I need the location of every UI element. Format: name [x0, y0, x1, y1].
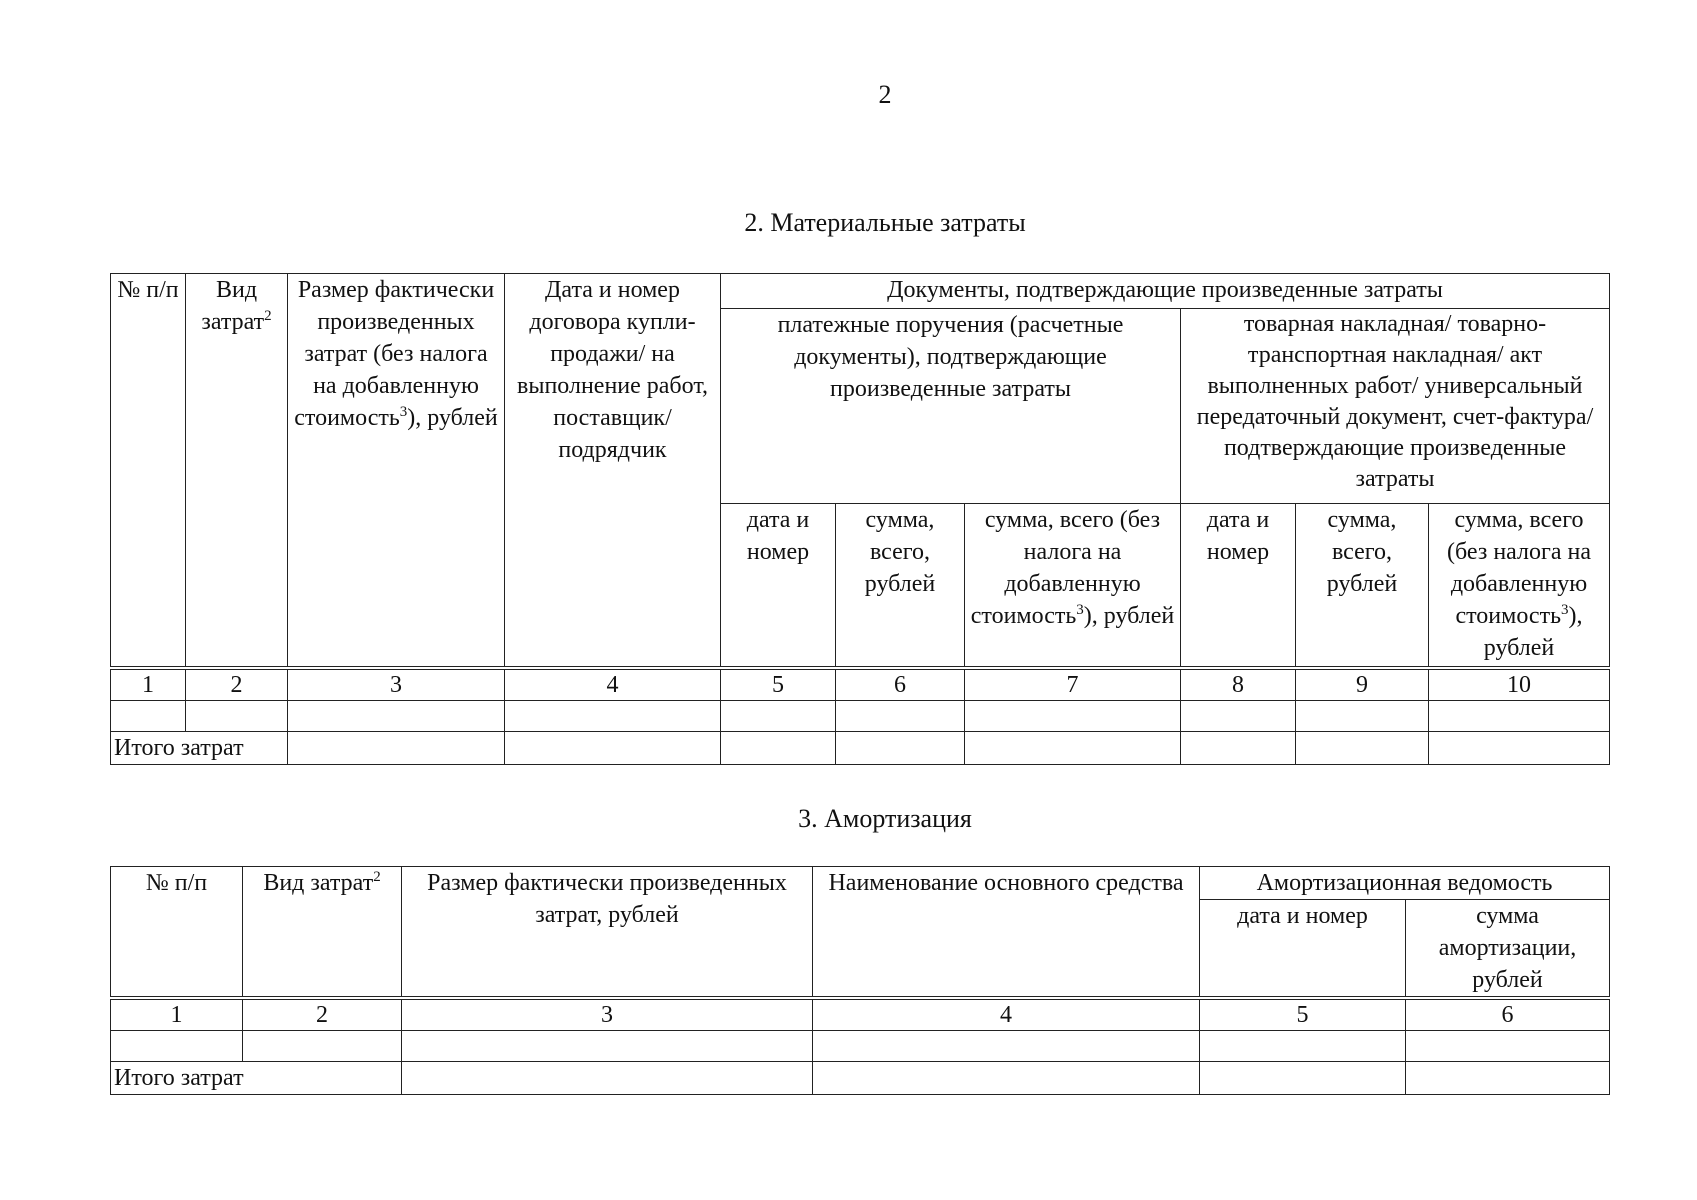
- column-number: 2: [186, 668, 288, 701]
- empty-cell[interactable]: [1429, 701, 1610, 732]
- empty-cell[interactable]: [111, 701, 186, 732]
- header-actual-amount-tail: ), рублей: [407, 405, 498, 431]
- footnote-ref: 2: [373, 869, 381, 885]
- empty-cell[interactable]: [1181, 701, 1296, 732]
- header-amortization-sum: сумма амортизации, рублей: [1406, 900, 1610, 999]
- empty-cell[interactable]: [186, 701, 288, 732]
- header-supporting-docs: Документы, подтверждающие произведенные затраты: [721, 274, 1610, 309]
- header-sheet-date-number: дата и номер: [1200, 900, 1406, 999]
- empty-cell[interactable]: [1200, 1031, 1406, 1062]
- empty-cell[interactable]: [1406, 1031, 1610, 1062]
- column-number: 4: [813, 998, 1200, 1031]
- empty-cell[interactable]: [721, 701, 836, 732]
- header-invoices: товарная накладная/ товарно-транспортная накладная/ акт выполненных работ/ универсальный передаточный документ, счет-фактура/ подтверждающие произведенные затраты: [1181, 308, 1610, 504]
- header-cost-type: [243, 867, 402, 999]
- empty-cell[interactable]: [505, 732, 721, 765]
- empty-cell[interactable]: [288, 701, 505, 732]
- header-payment-sum-novat-label: сумма, всего (без налога на добавленную стоимость: [970, 507, 1161, 629]
- header-fixed-asset: Наименование основного средства: [813, 867, 1200, 999]
- header-payment-sum-total: сумма, всего, рублей: [836, 504, 965, 669]
- empty-cell[interactable]: [1429, 732, 1610, 765]
- column-number-row: [111, 998, 1610, 1031]
- column-number: 3: [402, 998, 813, 1031]
- amortization-title: 3. Амортизация: [798, 804, 972, 833]
- empty-cell[interactable]: [836, 701, 965, 732]
- empty-cell[interactable]: [1296, 732, 1429, 765]
- empty-cell[interactable]: [111, 1031, 243, 1062]
- header-payment-date-number: дата и номер: [721, 504, 836, 669]
- material-costs-table: [110, 273, 1610, 765]
- header-invoice-sum-novat: [1429, 504, 1610, 669]
- header-payment-sum-novat: [965, 504, 1181, 669]
- empty-cell[interactable]: [243, 1031, 402, 1062]
- empty-cell[interactable]: [402, 1062, 813, 1095]
- footnote-ref: 2: [264, 308, 272, 324]
- column-number: 4: [505, 668, 721, 701]
- column-number: 7: [965, 668, 1181, 701]
- header-invoice-sum-total: сумма, всего, рублей: [1296, 504, 1429, 669]
- total-label: Итого затрат: [111, 1062, 402, 1095]
- empty-cell[interactable]: [813, 1031, 1200, 1062]
- page-number: 2: [878, 80, 892, 109]
- header-num: № п/п: [111, 274, 186, 669]
- header-amortization-sheet: Амортизационная ведомость: [1200, 867, 1610, 900]
- total-row: [111, 1062, 1610, 1095]
- header-contract: Дата и номер договора купли-продажи/ на выполнение работ, поставщик/ подрядчик: [505, 274, 721, 669]
- header-cost-type-label: Вид затрат: [263, 870, 374, 896]
- empty-cell[interactable]: [505, 701, 721, 732]
- empty-cell[interactable]: [402, 1031, 813, 1062]
- empty-cell[interactable]: [965, 701, 1181, 732]
- empty-data-row: [111, 701, 1610, 732]
- column-number: 10: [1429, 668, 1610, 701]
- empty-cell[interactable]: [1296, 701, 1429, 732]
- header-invoice-sum-novat-label: сумма, всего (без налога на добавленную стоимость: [1447, 507, 1591, 629]
- header-actual-amount-label: Размер фактически произведенных затрат (без налога на добавленную стоимость: [294, 277, 495, 431]
- header-actual-amount: Размер фактически произведенных затрат, рублей: [402, 867, 813, 999]
- column-number-row: [111, 668, 1610, 701]
- empty-cell[interactable]: [1406, 1062, 1610, 1095]
- empty-cell[interactable]: [288, 732, 505, 765]
- column-number: 5: [1200, 998, 1406, 1031]
- column-number: 1: [111, 998, 243, 1031]
- header-cost-type: [186, 274, 288, 669]
- column-number: 5: [721, 668, 836, 701]
- column-number: 6: [836, 668, 965, 701]
- empty-cell[interactable]: [721, 732, 836, 765]
- column-number: 8: [1181, 668, 1296, 701]
- column-number: 2: [243, 998, 402, 1031]
- header-actual-amount: [288, 274, 505, 669]
- header-num: № п/п: [111, 867, 243, 999]
- footnote-ref: 3: [1076, 602, 1084, 618]
- empty-cell[interactable]: [965, 732, 1181, 765]
- total-label: Итого затрат: [111, 732, 288, 765]
- header-payment-sum-novat-tail: ), рублей: [1083, 603, 1175, 629]
- column-number: 1: [111, 668, 186, 701]
- column-number: 3: [288, 668, 505, 701]
- empty-cell[interactable]: [1200, 1062, 1406, 1095]
- empty-cell[interactable]: [836, 732, 965, 765]
- column-number: 6: [1406, 998, 1610, 1031]
- empty-cell[interactable]: [1181, 732, 1296, 765]
- header-cost-type-label: Вид затрат: [201, 277, 265, 335]
- column-number: 9: [1296, 668, 1429, 701]
- empty-cell[interactable]: [813, 1062, 1200, 1095]
- footnote-ref: 3: [399, 404, 408, 420]
- empty-data-row: [111, 1031, 1610, 1062]
- header-payment-orders: платежные поручения (расчетные документы), подтверждающие произведенные затраты: [721, 308, 1181, 504]
- footnote-ref: 3: [1561, 602, 1569, 618]
- material-costs-title: 2. Материальные затраты: [744, 208, 1026, 237]
- total-row: [111, 732, 1610, 765]
- header-invoice-date-number: дата и номер: [1181, 504, 1296, 669]
- amortization-table: [110, 866, 1610, 1095]
- header-invoice-sum-novat-tail: ), рублей: [1483, 603, 1583, 661]
